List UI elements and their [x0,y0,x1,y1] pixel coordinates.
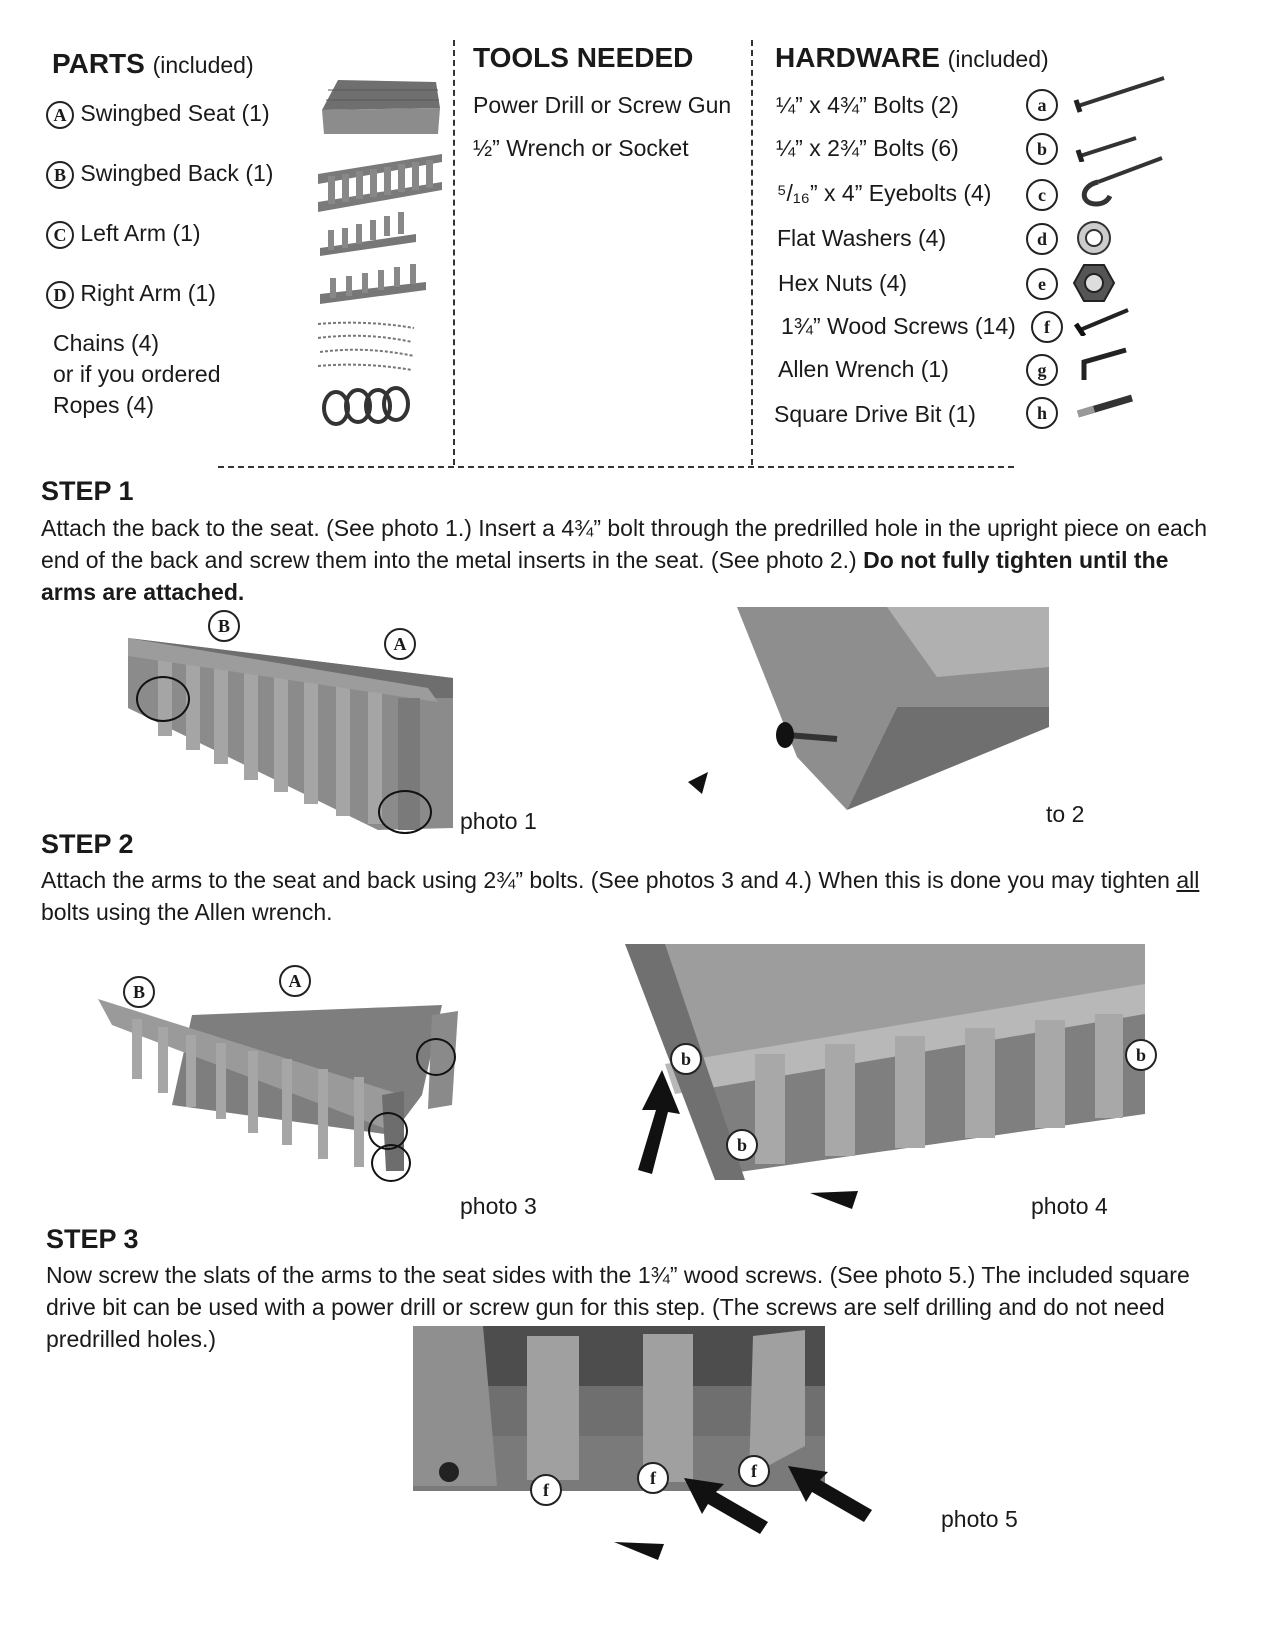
pointer-arrow-icon [788,1466,874,1522]
divider-horizontal [218,466,1014,468]
hardware-letter-c: c [1026,179,1058,211]
photo3-caption: photo 3 [460,1193,537,1219]
photo1-highlight-circle [136,676,190,722]
right-arm-image [318,262,428,312]
part-b-letter: B [46,161,74,189]
hardware-letter-e: e [1026,268,1058,300]
photo1-highlight-circle [378,790,432,834]
step2-text-a: Attach the arms to the seat and back using 2¾” bolts. (See photos 3 and 4.) When this is done you may tighten [41,867,1177,893]
part-c-letter: C [46,221,74,249]
wood-screw-icon [1074,306,1130,336]
photo2-image [737,607,1049,810]
hardware-heading [775,42,1049,74]
chains-line-3: Ropes (4) [53,392,154,418]
hardware-heading-text: HARDWARE [775,42,940,73]
washer-icon [1074,218,1114,258]
hardware-label-b: ¼” x 2¾” Bolts (6) [776,135,959,161]
photo4-label-b: b [670,1043,702,1075]
photo4-label-b: b [1125,1039,1157,1071]
hardware-label-g: Allen Wrench (1) [778,356,949,382]
hardware-letter-f: f [1031,311,1063,343]
long-bolt-icon [1072,74,1168,114]
hardware-letter-a: a [1026,89,1058,121]
swingbed-seat-image [318,76,443,138]
photo3-image [92,985,462,1175]
photo3-label-a: A [279,965,311,997]
hardware-label-c: ⁵/₁₆” x 4” Eyebolts (4) [777,180,992,206]
hardware-letter-h: h [1026,397,1058,429]
photo3-highlight-circle [371,1144,411,1182]
drive-bit-icon [1074,394,1136,420]
part-d-letter: D [46,281,74,309]
parts-heading-text: PARTS [52,48,145,79]
chains-note [53,328,220,421]
hardware-label-e: Hex Nuts (4) [778,270,908,296]
photo5-caption: photo 5 [941,1506,1018,1532]
photo1-caption: photo 1 [460,808,537,834]
tools-heading: TOOLS NEEDED [473,42,694,73]
step2-text-underlined: all [1176,867,1200,893]
parts-heading-note: (included) [152,52,254,78]
part-c [46,220,201,249]
photo3-label-b: B [123,976,155,1008]
pointer-arrow-icon [614,1538,666,1562]
pointer-arrow-icon [688,772,710,796]
part-d [46,280,216,309]
chains-line-2: or if you ordered [53,361,221,387]
photo3-highlight-circle [416,1038,456,1076]
step1-instructions [41,512,1221,608]
step2-instructions [41,864,1221,928]
part-b [46,160,273,189]
allen-wrench-icon [1074,346,1130,382]
pointer-arrow-icon [634,1070,680,1174]
step1-text: Attach the back to the seat. (See photo 1.) Insert a 4¾” bolt through the predrilled hole in the upright piece on each end of the back and screw them into the metal inserts in the seat. (See photo 2.) [41,515,1208,573]
part-a-label: Swingbed Seat (1) [80,100,270,126]
part-a-letter: A [46,101,74,129]
hex-nut-icon [1072,262,1116,304]
hardware-label-d: Flat Washers (4) [777,225,947,251]
photo1-label-b: B [208,610,240,642]
part-d-label: Right Arm (1) [80,280,216,306]
chains-line-1: Chains (4) [53,330,160,356]
pointer-arrow-icon [810,1191,860,1211]
left-arm-image [318,208,418,264]
step3-text: Now screw the slats of the arms to the seat sides with the 1¾” wood screws. (See photo 5.) The included square drive bit can be used with a power drill or screw gun for this step. (The screws are self drilling and do not need predrilled holes.) [46,1262,1190,1352]
hardware-heading-note: (included) [947,46,1049,72]
swingbed-back-image [318,146,443,216]
hardware-label-f: 1¾” Wood Screws (14) [781,313,1016,339]
photo4-label-b: b [726,1129,758,1161]
step2-title: STEP 2 [41,829,134,859]
parts-heading [52,48,254,80]
step2-text-b: bolts using the Allen wrench. [41,899,333,925]
hardware-label-a: ¼” x 4¾” Bolts (2) [776,92,959,118]
photo5-label-f: f [637,1462,669,1494]
photo2-caption: to 2 [1046,801,1085,827]
photo5-label-f: f [530,1474,562,1506]
ropes-image [320,384,410,428]
photo1-label-a: A [384,628,416,660]
part-c-label: Left Arm (1) [80,220,201,246]
hardware-letter-b: b [1026,133,1058,165]
hardware-label-h: Square Drive Bit (1) [774,401,976,427]
hardware-letter-g: g [1026,354,1058,386]
photo4-image [625,944,1145,1180]
part-a [46,100,270,129]
divider-tools-right [751,40,753,465]
eyebolt-icon [1074,152,1168,208]
photo4-caption: photo 4 [1031,1193,1108,1219]
pointer-arrow-icon [684,1478,770,1534]
divider-tools-left [453,40,455,465]
part-b-label: Swingbed Back (1) [80,160,274,186]
photo5-label-f: f [738,1455,770,1487]
step1-bold-warning: Do not fully tighten until the arms are attached. [41,547,1169,605]
tool-power-drill: Power Drill or Screw Gun [473,92,732,118]
hardware-letter-d: d [1026,223,1058,255]
step1-title: STEP 1 [41,476,134,506]
chains-image [316,318,416,374]
tool-wrench: ½” Wrench or Socket [473,135,689,161]
step3-title: STEP 3 [46,1224,139,1254]
